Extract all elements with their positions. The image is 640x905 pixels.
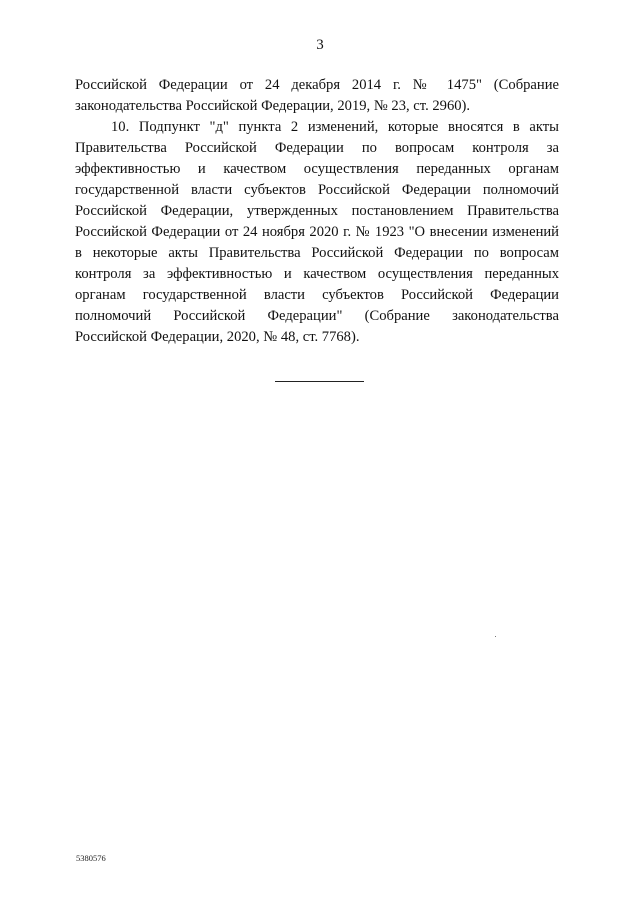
scan-artifact: [495, 636, 496, 637]
page-number: 3: [316, 37, 324, 53]
document-body: [75, 75, 559, 348]
document-code: 5380576: [76, 853, 106, 863]
end-of-text-divider: [275, 381, 364, 382]
paragraph-continuation: Российской Федерации от 24 декабря 2014 г. № 1475" (Собрание законодательства Российской Федерации, 2019, № 23, ст. 2960).: [75, 77, 559, 114]
paragraph-item-10: 10. Подпункт "д" пункта 2 изменений, которые вносятся в акты Правительства Российской Федерации по вопросам контроля за эффективностью и качеством осуществления переданных органам государственной власти субъектов Российской Федерации полномочий Российской Федерации, утвержденных постановлением Правительства Российской Федерации от 24 ноября 2020 г. № 1923 "О внесении изменений в некоторые акты Правительства Российской Федерации по вопросам контроля за эффективностью и качеством осуществления переданных органам государственной власти субъектов Российской Федерации полномочий Российской Федерации" (Собрание законодательства Российской Федерации, 2020, № 48, ст. 7768).: [75, 119, 559, 345]
